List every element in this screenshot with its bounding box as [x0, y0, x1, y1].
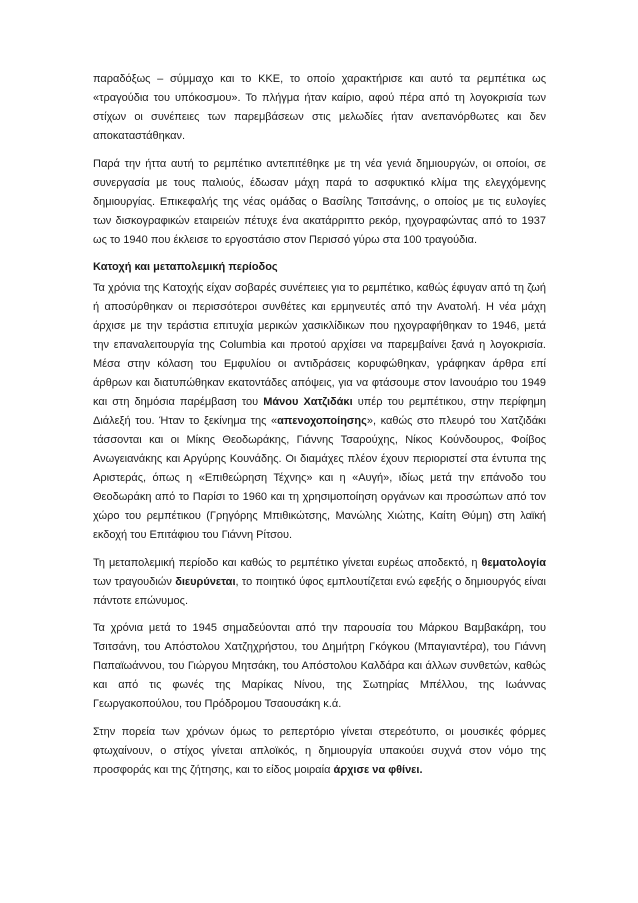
bold-text: Μάνου Χατζιδάκι	[263, 396, 353, 408]
bold-text: άρχισε να φθίνει.	[333, 763, 423, 776]
bold-text: θεματολογία	[481, 556, 546, 569]
paragraph-text: Τη μεταπολεμική περίοδο και καθώς το ρεμπέτικο γίνεται ευρέως αποδεκτό, η	[93, 556, 482, 569]
paragraph	[93, 723, 546, 780]
paragraph-text: των τραγουδιών	[93, 575, 176, 588]
paragraph	[93, 619, 546, 714]
bold-text: διευρύνεται	[175, 575, 236, 588]
section-heading: Κατοχή και μεταπολεμική περίοδος	[93, 261, 278, 273]
paragraph	[93, 279, 546, 545]
paragraph-text: , το ποιητικό ύφος εμπλουτίζεται ενώ εφεξής ο δημιουργός είναι πάντοτε επώνυμος.	[93, 575, 546, 607]
document-body	[93, 70, 546, 788]
paragraph	[93, 155, 546, 250]
paragraph	[93, 554, 546, 611]
paragraph	[93, 70, 546, 146]
paragraph-text: Παρά την ήττα αυτή το ρεμπέτικο αντεπιτέθηκε με τη νέα γενιά δημιουργών, οι οποίοι, σε συνεργασία με τους παλιούς, έδωσαν μάχη παρά το ασφυκτικό κλίμα της ελεγχόμενης δημιουργίας. Επικεφαλής της νέας ομάδας ο Βασίλης Τσιτσάνης, ο οποίος με τις ευλογίες των δισκογραφικών εταιρειών πέτυχε ένα ακατάρριπτο ρεκόρ, ηχογραφώντας από το 1937 ως το 1940 που έκλεισε το εργοστάσιο στον Περισσό γύρω στα 100 τραγούδια.	[93, 157, 546, 246]
paragraph-text: Τα χρόνια μετά το 1945 σημαδεύονται από την παρουσία του Μάρκου Βαμβακάρη, του Τσιτσάνη, του Απόστολου Χατζηχρήστου, του Δημήτρη Γκόγκου (Μπαγιαντέρα), του Γιάννη Παπαϊωάννου, του Γιώργου Μητσάκη, του Απόστολου Καλδάρα και άλλων συνθετών, καθώς και από τις φωνές της Μαρίκας Νίνου, της Σωτηρίας Μπέλλου, της Ιωάννας Γεωργακοπούλου, του Πρόδρομου Τσαουσάκη κ.ά.	[93, 622, 546, 710]
bold-text: απενοχοποίησης	[277, 415, 367, 427]
paragraph-text: Στην πορεία των χρόνων όμως το ρεπερτόριο γίνεται στερεότυπο, οι μουσικές φόρμες φτωχαίνουν, ο στίχος γίνεται απλοϊκός, η δημιουργία υπακούει συχνά στον νόμο της προσφοράς και της ζήτησης, και το είδος μοιραία	[93, 725, 546, 776]
paragraph-text: Τα χρόνια της Κατοχής είχαν σοβαρές συνέπειες για το ρεμπέτικο, καθώς έφυγαν από τη ζωή ή αποσύρθηκαν οι περισσότεροι συνθέτες και ερμηνευτές από την Ανατολή. Η νέα μάχη άρχισε με την τεράστια επιτυχία μερικών χασικλίδικων που ηχογραφήθηκαν το 1946, μετά την επαναλειτουργία της Columbia και προτού αρχίσει να παρεμβαίνει ξανά η λογοκρισία. Μέσα στην κόλαση του Εμφυλίου οι αντιδράσεις κορυφώθηκαν, γράφηκαν άρθρα επί άρθρων και διατυπώθηκαν εκατοντάδες απόψεις, για να φτάσουμε στον Ιανουάριο του 1949 και στη δημόσια παρέμβαση του	[93, 282, 546, 408]
paragraph-text: υπέρ του ρεμπέτικου, στην περίφημη Διάλεξή του. Ήταν το ξεκίνημα της «	[93, 396, 547, 427]
paragraph-text: », καθώς στο πλευρό του Χατζιδάκι τάσσονται και οι Μίκης Θεοδωράκης, Γιάννης Τσαρούχης, Νίκος Κούνδουρος, Φοίβος Ανωγειανάκης και Αργύρης Κουνάδης. Οι διαμάχες πλέον έχουν περιοριστεί στα έντυπα της Αριστεράς, όπως η «Επιθεώρηση Τέχνης» και η «Αυγή», ιδίως μετά την επάνοδο του Θεοδωράκη από το Παρίσι το 1960 και τη χρησιμοποίηση οργάνων και προσώπων από τον χώρο του ρεμπέτικου (Γρηγόρης Μπιθικώτσης, Μανώλης Χιώτης, Καίτη Θύμη) στη λαϊκή εκδοχή του Επιτάφιου του Γιάννη Ρίτσου.	[93, 415, 546, 541]
paragraph-text: παραδόξως – σύμμαχο και το ΚΚΕ, το οποίο χαρακτήρισε και αυτό τα ρεμπέτικα ως «τραγούδια του υπόκοσμου». Το πλήγμα ήταν καίριο, αφού πέρα από τη λογοκρισία των στίχων οι συνέπειες των παρεμβάσεων στις μελωδίες ήταν ανεπανόρθωτες και δεν αποκαταστάθηκαν.	[93, 73, 546, 142]
